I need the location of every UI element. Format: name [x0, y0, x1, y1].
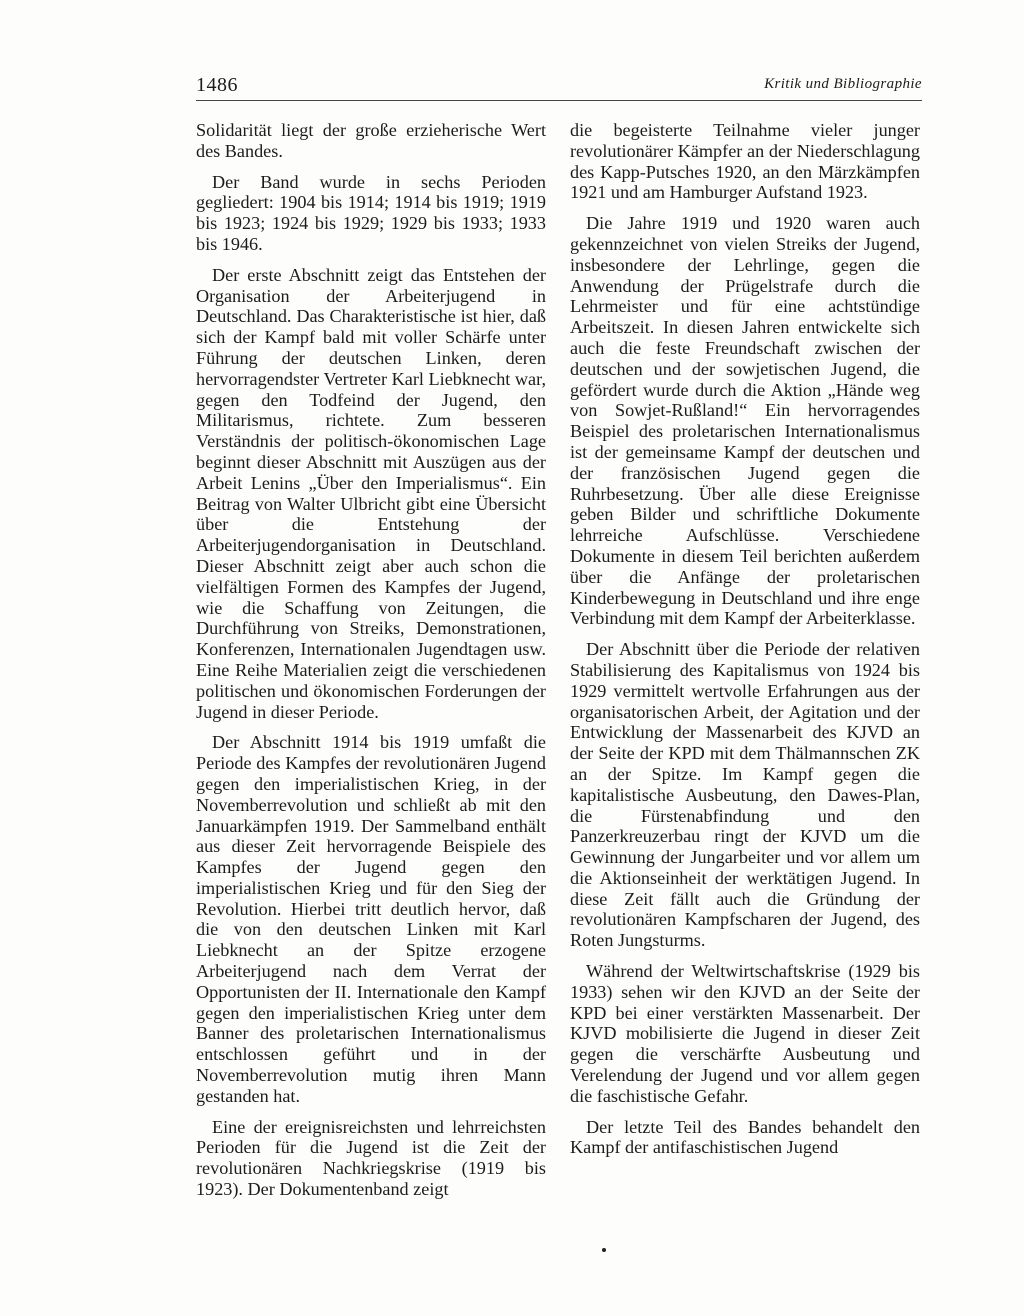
paragraph: Der letzte Teil des Bandes behandelt den Kampf der antifaschistischen Jugend: [570, 1116, 920, 1158]
paragraph: Der erste Abschnitt zeigt das Entstehen der Organisation der Arbeiterjugend in Deutschland. Das Charakteristische ist hier, daß sich der Kampf bald mit voller Schärfe unter Führung der deutschen Linken, deren hervorragendster Vertreter Karl Liebknecht war, gegen den Todfeind der Jugend, den Militarismus, richtete. Zum besseren Verständnis der politisch-ökonomischen Lage beginnt dieser Abschnitt mit Auszügen aus der Arbeit Lenins „Über den Imperialismus“. Ein Beitrag von Walter Ulbricht gibt eine Übersicht über die Entstehung der Arbeiterjugendorganisation in Deutschland. Dieser Abschnitt zeigt aber auch schon die vielfältigen Formen des Kampfes der Jugend, wie die Schaffung von Zeitungen, die Durchführung von Streiks, Demonstrationen, Konferenzen, Internationalen Jugendtagen usw. Eine Reihe Materialien zeigt die verschiedenen politischen und ökonomischen Forderungen der Jugend in dieser Periode.: [196, 264, 546, 722]
header-rule: [196, 100, 922, 101]
left-column: [196, 120, 546, 1210]
paragraph: Solidarität liegt der große erzieherische Wert des Bandes.: [196, 120, 546, 161]
paragraph: Die Jahre 1919 und 1920 waren auch gekennzeichnet von vielen Streiks der Jugend, insbesondere der Lehrlinge, gegen die Anwendung der Prügelstrafe durch die Lehrmeister und für eine achtstündige Arbeitszeit. In diesen Jahren entwickelte sich auch die feste Freundschaft zwischen der deutschen und der sowjetischen Jugend, die gefördert wurde durch die Aktion „Hände weg von Sowjet-Rußland!“ Ein hervorragendes Beispiel des proletarischen Internationalismus ist der gemeinsame Kampf der deutschen und der französischen Jugend gegen die Ruhrbesetzung. Über alle diese Ereignisse geben Bilder und schriftliche Dokumente lehrreiche Aufschlüsse. Verschiedene Dokumente in diesem Teil berichten außerdem über die Anfänge der proletarischen Kinderbewegung in Deutschland und ihre enge Verbindung mit dem Kampf der Arbeiterklasse.: [570, 213, 920, 629]
paragraph: Der Band wurde in sechs Perioden gegliedert: 1904 bis 1914; 1914 bis 1919; 1919 bis 1923; 1924 bis 1929; 1929 bis 1933; 1933 bis 1946.: [196, 171, 546, 254]
paragraph: Während der Weltwirtschaftskrise (1929 bis 1933) sehen wir den KJVD an der Seite der KPD bei einer verstärkten Massenarbeit. Der KJVD mobilisierte die Jugend in dieser Zeit gegen die verschärfte Ausbeutung und Verelendung der Jugend und vor allem gegen die faschistische Gefahr.: [570, 961, 920, 1106]
paragraph: die begeisterte Teilnahme vieler junger revolutionärer Kämpfer an der Niederschlagung des Kapp-Putsches 1920, an den Märzkämpfen 1921 und am Hamburger Aufstand 1923.: [570, 120, 920, 203]
page-header: [196, 70, 922, 102]
scan-speck: [602, 1248, 606, 1252]
paragraph: Der Abschnitt 1914 bis 1919 umfaßt die Periode des Kampfes der revolutionären Jugend gegen den imperialistischen Krieg, in der Novemberrevolution und schließt ab mit den Januarkämpfen 1919. Der Sammelband enthält aus dieser Zeit hervorragende Beispiele des Kampfes der Jugend gegen den imperialistischen Krieg und für den Sieg der Revolution. Hierbei tritt deutlich hervor, daß die von den deutschen Linken mit Karl Liebknecht an der Spitze erzogene Arbeiterjugend nach dem Verrat der Opportunisten der II. Internationale den Kampf gegen den imperialistischen Krieg unter dem Banner des proletarischen Internationalismus entschlossen geführt und in der Novemberrevolution mutig ihren Mann gestanden hat.: [196, 732, 546, 1106]
running-head: Kritik und Bibliographie: [764, 76, 922, 92]
paragraph: Der Abschnitt über die Periode der relativen Stabilisierung des Kapitalismus von 1924 bis 1929 vermittelt wertvolle Erfahrungen aus der organisatorischen Arbeit, der Agitation und der Entwicklung der Massenarbeit des KJVD an der Seite der KPD mit dem Thälmannschen ZK an der Spitze. Im Kampf gegen die kapitalistische Ausbeutung, den Dawes-Plan, die Fürstenabfindung und den Panzerkreuzerbau ringt der KJVD um die Gewinnung der Jungarbeiter und vor allem um die Aktionseinheit der werktätigen Jugend. In diese Zeit fällt auch die Gründung der revolutionären Kampfscharen der Jugend, des Roten Jungsturms.: [570, 639, 920, 951]
right-column: [570, 120, 920, 1168]
page-number: 1486: [196, 74, 238, 96]
paragraph: Eine der ereignisreichsten und lehrreichsten Perioden für die Jugend ist die Zeit der revolutionären Nachkriegskrise (1919 bis 1923). Der Dokumentenband zeigt: [196, 1116, 546, 1200]
